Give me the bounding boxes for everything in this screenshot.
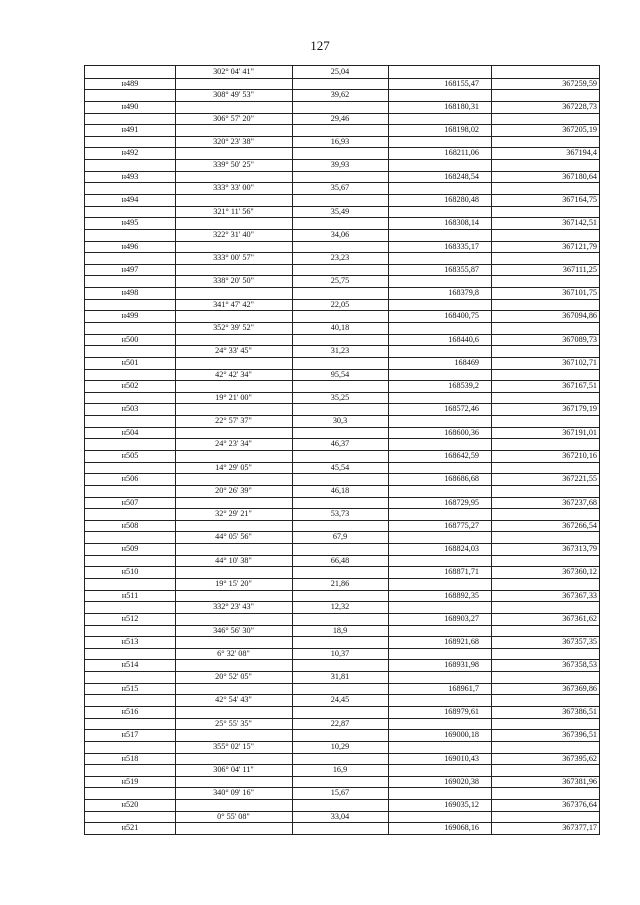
direction-angle: 355° 02' 15" xyxy=(213,741,254,751)
point-id: н505 xyxy=(121,451,139,460)
segment-row xyxy=(85,531,599,543)
point-id: н489 xyxy=(121,78,139,88)
row-divider xyxy=(85,648,599,649)
point-row xyxy=(85,776,599,788)
x-coordinate: 168355,87 xyxy=(444,264,479,274)
x-coordinate: 168824,03 xyxy=(444,544,479,554)
row-divider xyxy=(85,334,599,335)
x-coordinate: 168871,71 xyxy=(444,567,479,577)
x-coordinate: 168686,68 xyxy=(444,474,479,484)
row-divider xyxy=(85,369,599,370)
x-coordinate: 168642,59 xyxy=(444,451,479,460)
point-row xyxy=(85,427,599,439)
point-id: н493 xyxy=(121,171,139,181)
x-coordinate: 169035,12 xyxy=(444,800,479,810)
segment-row xyxy=(85,811,599,823)
segment-row xyxy=(85,252,599,264)
point-id: н503 xyxy=(121,404,139,414)
distance: 23,23 xyxy=(330,253,350,263)
segment-row xyxy=(85,508,599,520)
point-id: н509 xyxy=(121,544,139,554)
point-row xyxy=(85,171,599,183)
x-coordinate: 168211,06 xyxy=(444,148,479,158)
segment-row xyxy=(85,718,599,730)
x-coordinate: 168892,35 xyxy=(444,590,479,600)
row-divider xyxy=(85,194,599,195)
x-coordinate: 168729,95 xyxy=(444,497,479,507)
x-coordinate: 168572,46 xyxy=(444,404,479,414)
distance: 35,67 xyxy=(330,183,350,193)
y-coordinate: 367111,25 xyxy=(562,264,597,274)
direction-angle: 44° 10' 38" xyxy=(215,555,252,565)
direction-angle: 306° 04' 11" xyxy=(213,765,254,775)
point-row xyxy=(85,543,599,555)
point-row xyxy=(85,241,599,253)
row-divider xyxy=(85,497,599,498)
point-id: н511 xyxy=(121,590,139,600)
y-coordinate: 367376,64 xyxy=(562,800,597,810)
segment-row xyxy=(85,415,599,427)
row-divider xyxy=(85,299,599,300)
x-coordinate: 168600,36 xyxy=(444,427,479,437)
direction-angle: 25° 55' 35" xyxy=(215,718,252,728)
point-row xyxy=(85,78,599,90)
row-divider xyxy=(85,718,599,719)
x-coordinate: 168931,98 xyxy=(444,660,479,670)
point-id: н520 xyxy=(121,800,139,810)
row-divider xyxy=(85,555,599,556)
row-divider xyxy=(85,508,599,509)
distance: 31,23 xyxy=(330,346,350,356)
x-coordinate: 169010,43 xyxy=(444,753,479,763)
point-id: н517 xyxy=(121,730,139,740)
x-coordinate: 168400,75 xyxy=(444,311,479,321)
point-row xyxy=(85,264,599,276)
y-coordinate: 367396,51 xyxy=(562,730,597,740)
distance: 53,73 xyxy=(330,509,350,519)
row-divider xyxy=(85,741,599,742)
y-coordinate: 367313,79 xyxy=(562,544,597,554)
segment-row xyxy=(85,601,599,613)
distance: 16,9 xyxy=(332,765,348,775)
distance: 12,32 xyxy=(330,602,350,612)
segment-row xyxy=(85,322,599,334)
direction-angle: 20° 26' 39" xyxy=(215,485,252,495)
x-coordinate: 168903,27 xyxy=(444,613,479,623)
point-row xyxy=(85,334,599,346)
row-divider xyxy=(85,764,599,765)
x-coordinate: 169068,16 xyxy=(444,823,479,833)
distance: 66,48 xyxy=(330,555,350,565)
row-divider xyxy=(85,345,599,346)
row-divider xyxy=(85,147,599,148)
point-id: н495 xyxy=(121,218,139,228)
point-id: н506 xyxy=(121,474,139,484)
segment-row xyxy=(85,741,599,753)
direction-angle: 352° 39' 52" xyxy=(213,323,254,332)
point-row xyxy=(85,124,599,136)
distance: 29,46 xyxy=(330,113,350,123)
distance: 22,87 xyxy=(330,718,350,728)
direction-angle: 44° 05' 56" xyxy=(215,532,252,542)
row-divider xyxy=(85,694,599,695)
y-coordinate: 367228,73 xyxy=(562,101,597,111)
y-coordinate: 367102,71 xyxy=(562,357,597,367)
point-row xyxy=(85,194,599,206)
row-divider xyxy=(85,636,599,637)
x-coordinate: 168921,68 xyxy=(444,637,479,647)
point-id: н521 xyxy=(121,823,139,833)
segment-row xyxy=(85,392,599,404)
row-divider xyxy=(85,601,599,602)
direction-angle: 322° 31' 40" xyxy=(213,229,254,239)
point-id: н491 xyxy=(121,125,139,135)
point-row xyxy=(85,636,599,648)
row-divider xyxy=(85,241,599,242)
point-id: н499 xyxy=(121,311,139,321)
row-divider xyxy=(85,89,599,90)
row-divider xyxy=(85,275,599,276)
distance: 95,54 xyxy=(330,369,350,379)
row-divider xyxy=(85,625,599,626)
point-id: н516 xyxy=(121,707,139,716)
row-divider xyxy=(85,136,599,137)
distance: 40,18 xyxy=(330,323,350,332)
coordinates-table xyxy=(84,65,600,835)
row-divider xyxy=(85,683,599,684)
point-id: н507 xyxy=(121,497,139,507)
distance: 67,9 xyxy=(332,532,348,542)
point-row xyxy=(85,613,599,625)
segment-row xyxy=(85,438,599,450)
direction-angle: 333° 00' 57" xyxy=(213,253,254,263)
row-divider xyxy=(85,392,599,393)
row-divider xyxy=(85,113,599,114)
row-divider xyxy=(85,753,599,754)
x-coordinate: 168775,27 xyxy=(444,520,479,530)
x-coordinate: 168155,47 xyxy=(444,78,479,88)
x-coordinate: 169020,38 xyxy=(444,776,479,786)
direction-angle: 302° 04' 41" xyxy=(213,67,254,76)
y-coordinate: 367180,64 xyxy=(562,171,597,181)
point-row xyxy=(85,729,599,741)
y-coordinate: 367395,62 xyxy=(562,753,597,763)
x-coordinate: 168961,7 xyxy=(448,683,479,693)
point-row xyxy=(85,799,599,811)
segment-row xyxy=(85,66,599,78)
distance: 39,62 xyxy=(330,90,350,100)
row-divider xyxy=(85,473,599,474)
row-divider xyxy=(85,287,599,288)
point-id: н514 xyxy=(121,660,139,670)
direction-angle: 22° 57' 37" xyxy=(215,416,252,426)
y-coordinate: 367360,12 xyxy=(562,567,597,577)
row-divider xyxy=(85,217,599,218)
segment-row xyxy=(85,89,599,101)
distance: 18,9 xyxy=(332,625,348,635)
distance: 35,25 xyxy=(330,392,350,402)
point-row xyxy=(85,403,599,415)
x-coordinate: 168979,61 xyxy=(444,707,479,716)
segment-row xyxy=(85,671,599,683)
distance: 24,45 xyxy=(330,695,350,705)
row-divider xyxy=(85,543,599,544)
distance: 15,67 xyxy=(330,788,350,798)
direction-angle: 338° 20' 50" xyxy=(213,276,254,286)
segment-row xyxy=(85,229,599,241)
row-divider xyxy=(85,578,599,579)
segment-row xyxy=(85,625,599,637)
x-coordinate: 168469 xyxy=(454,357,479,367)
point-row xyxy=(85,706,599,718)
segment-row xyxy=(85,764,599,776)
row-divider xyxy=(85,322,599,323)
segment-row xyxy=(85,159,599,171)
point-id: н498 xyxy=(121,288,139,298)
row-divider xyxy=(85,252,599,253)
y-coordinate: 367369,86 xyxy=(562,683,597,693)
y-coordinate: 367210,16 xyxy=(562,451,597,460)
direction-angle: 339° 50' 25" xyxy=(213,160,254,170)
segment-row xyxy=(85,694,599,706)
point-id: н504 xyxy=(121,427,139,437)
direction-angle: 332° 23' 43" xyxy=(213,602,254,612)
y-coordinate: 367386,51 xyxy=(562,707,597,716)
y-coordinate: 367367,33 xyxy=(562,590,597,600)
y-coordinate: 367101,75 xyxy=(562,288,597,298)
direction-angle: 306° 57' 20" xyxy=(213,113,254,123)
row-divider xyxy=(85,182,599,183)
direction-angle: 321° 11' 56" xyxy=(213,206,254,216)
segment-row xyxy=(85,485,599,497)
distance: 21,86 xyxy=(330,579,350,588)
direction-angle: 20° 52' 05" xyxy=(215,672,252,682)
direction-angle: 42° 42' 34" xyxy=(215,369,252,379)
point-row xyxy=(85,822,599,834)
point-row xyxy=(85,683,599,695)
row-divider xyxy=(85,729,599,730)
point-id: н492 xyxy=(121,148,139,158)
direction-angle: 333° 33' 00" xyxy=(213,183,254,193)
segment-row xyxy=(85,578,599,590)
row-divider xyxy=(85,776,599,777)
point-row xyxy=(85,753,599,765)
row-divider xyxy=(85,206,599,207)
direction-angle: 42° 54' 43" xyxy=(215,695,252,705)
direction-angle: 341° 47' 42" xyxy=(213,299,254,309)
point-id: н497 xyxy=(121,264,139,274)
y-coordinate: 367142,51 xyxy=(562,218,597,228)
point-id: н508 xyxy=(121,520,139,530)
point-row xyxy=(85,147,599,159)
row-divider xyxy=(85,357,599,358)
row-divider xyxy=(85,566,599,567)
point-id: н513 xyxy=(121,637,139,647)
y-coordinate: 367167,51 xyxy=(562,381,597,391)
x-coordinate: 168308,14 xyxy=(444,218,479,228)
row-divider xyxy=(85,462,599,463)
point-id: н510 xyxy=(121,567,139,577)
row-divider xyxy=(85,310,599,311)
distance: 33,04 xyxy=(330,811,350,821)
direction-angle: 308° 49' 53" xyxy=(213,90,254,100)
point-id: н518 xyxy=(121,753,139,763)
row-divider xyxy=(85,450,599,451)
y-coordinate: 367205,19 xyxy=(562,125,597,135)
y-coordinate: 367121,79 xyxy=(562,241,597,251)
x-coordinate: 168379,8 xyxy=(448,288,479,298)
point-id: н502 xyxy=(121,381,139,391)
x-coordinate: 169000,18 xyxy=(444,730,479,740)
row-divider xyxy=(85,264,599,265)
row-divider xyxy=(85,787,599,788)
point-row xyxy=(85,287,599,299)
direction-angle: 6° 32' 08" xyxy=(217,648,250,658)
direction-angle: 24° 23' 34" xyxy=(215,439,252,449)
y-coordinate: 367377,17 xyxy=(562,823,597,833)
segment-row xyxy=(85,648,599,660)
direction-angle: 19° 15' 20" xyxy=(215,579,252,588)
distance: 25,04 xyxy=(330,67,350,76)
point-row xyxy=(85,566,599,578)
point-id: н500 xyxy=(121,334,139,344)
direction-angle: 14° 29' 05" xyxy=(215,462,252,472)
row-divider xyxy=(85,415,599,416)
point-id: н496 xyxy=(121,241,139,251)
row-divider xyxy=(85,403,599,404)
row-divider xyxy=(85,531,599,532)
point-row xyxy=(85,473,599,485)
segment-row xyxy=(85,787,599,799)
point-id: н501 xyxy=(121,357,139,367)
x-coordinate: 168198,02 xyxy=(444,125,479,135)
y-coordinate: 367164,75 xyxy=(562,195,597,204)
direction-angle: 24° 33' 45" xyxy=(215,346,252,356)
y-coordinate: 367194,4 xyxy=(566,148,597,158)
x-coordinate: 168180,31 xyxy=(444,101,479,111)
y-coordinate: 367358,53 xyxy=(562,660,597,670)
y-coordinate: 367089,73 xyxy=(562,334,597,344)
y-coordinate: 367179,19 xyxy=(562,404,597,414)
point-row xyxy=(85,497,599,509)
distance: 10,37 xyxy=(330,648,350,658)
distance: 30,3 xyxy=(332,416,348,426)
direction-angle: 32° 29' 21" xyxy=(215,509,252,519)
point-row xyxy=(85,217,599,229)
segment-row xyxy=(85,555,599,567)
distance: 39,93 xyxy=(330,160,350,170)
row-divider xyxy=(85,427,599,428)
distance: 31,81 xyxy=(330,672,350,682)
row-divider xyxy=(85,78,599,79)
y-coordinate: 367237,68 xyxy=(562,497,597,507)
direction-angle: 0° 55' 08" xyxy=(217,811,250,821)
distance: 46,18 xyxy=(330,485,350,495)
row-divider xyxy=(85,811,599,812)
distance: 16,93 xyxy=(330,136,350,146)
point-id: н515 xyxy=(121,683,139,693)
row-divider xyxy=(85,438,599,439)
y-coordinate: 367357,35 xyxy=(562,637,597,647)
x-coordinate: 168280,48 xyxy=(444,195,479,204)
point-id: н512 xyxy=(121,613,139,623)
distance: 22,05 xyxy=(330,299,350,309)
direction-angle: 346° 56' 30" xyxy=(213,625,254,635)
y-coordinate: 367259,59 xyxy=(562,78,597,88)
row-divider xyxy=(85,171,599,172)
direction-angle: 320° 23' 38" xyxy=(213,136,254,146)
row-divider xyxy=(85,706,599,707)
segment-row xyxy=(85,136,599,148)
row-divider xyxy=(85,485,599,486)
row-divider xyxy=(85,613,599,614)
segment-row xyxy=(85,182,599,194)
segment-row xyxy=(85,345,599,357)
distance: 35,49 xyxy=(330,206,350,216)
row-divider xyxy=(85,520,599,521)
distance: 34,06 xyxy=(330,229,350,239)
segment-row xyxy=(85,462,599,474)
y-coordinate: 367361,62 xyxy=(562,613,597,623)
point-id: н490 xyxy=(121,101,139,111)
page-number: 127 xyxy=(310,38,330,53)
row-divider xyxy=(85,229,599,230)
point-row xyxy=(85,590,599,602)
y-coordinate: 367221,55 xyxy=(562,474,597,484)
direction-angle: 19° 21' 00" xyxy=(215,392,252,402)
row-divider xyxy=(85,822,599,823)
row-divider xyxy=(85,380,599,381)
y-coordinate: 367191,01 xyxy=(562,427,597,437)
x-coordinate: 168440,6 xyxy=(448,334,479,344)
segment-row xyxy=(85,299,599,311)
point-id: н519 xyxy=(121,776,139,786)
row-divider xyxy=(85,590,599,591)
y-coordinate: 367266,54 xyxy=(562,520,597,530)
point-id: н494 xyxy=(121,195,139,204)
point-row xyxy=(85,380,599,392)
direction-angle: 340° 09' 16" xyxy=(213,788,254,798)
point-row xyxy=(85,310,599,322)
x-coordinate: 168335,17 xyxy=(444,241,479,251)
row-divider xyxy=(85,671,599,672)
segment-row xyxy=(85,369,599,381)
segment-row xyxy=(85,275,599,287)
distance: 25,75 xyxy=(330,276,350,286)
row-divider xyxy=(85,159,599,160)
row-divider xyxy=(85,659,599,660)
x-coordinate: 168248,54 xyxy=(444,171,479,181)
segment-row xyxy=(85,206,599,218)
x-coordinate: 168539,2 xyxy=(448,381,479,391)
point-row xyxy=(85,659,599,671)
row-divider xyxy=(85,799,599,800)
row-divider xyxy=(85,124,599,125)
distance: 45,54 xyxy=(330,462,350,472)
y-coordinate: 367381,96 xyxy=(562,776,597,786)
point-row xyxy=(85,357,599,369)
y-coordinate: 367094,86 xyxy=(562,311,597,321)
point-row xyxy=(85,450,599,462)
segment-row xyxy=(85,113,599,125)
distance: 10,29 xyxy=(330,741,350,751)
distance: 46,37 xyxy=(330,439,350,449)
point-row xyxy=(85,101,599,113)
row-divider xyxy=(85,101,599,102)
point-row xyxy=(85,520,599,532)
